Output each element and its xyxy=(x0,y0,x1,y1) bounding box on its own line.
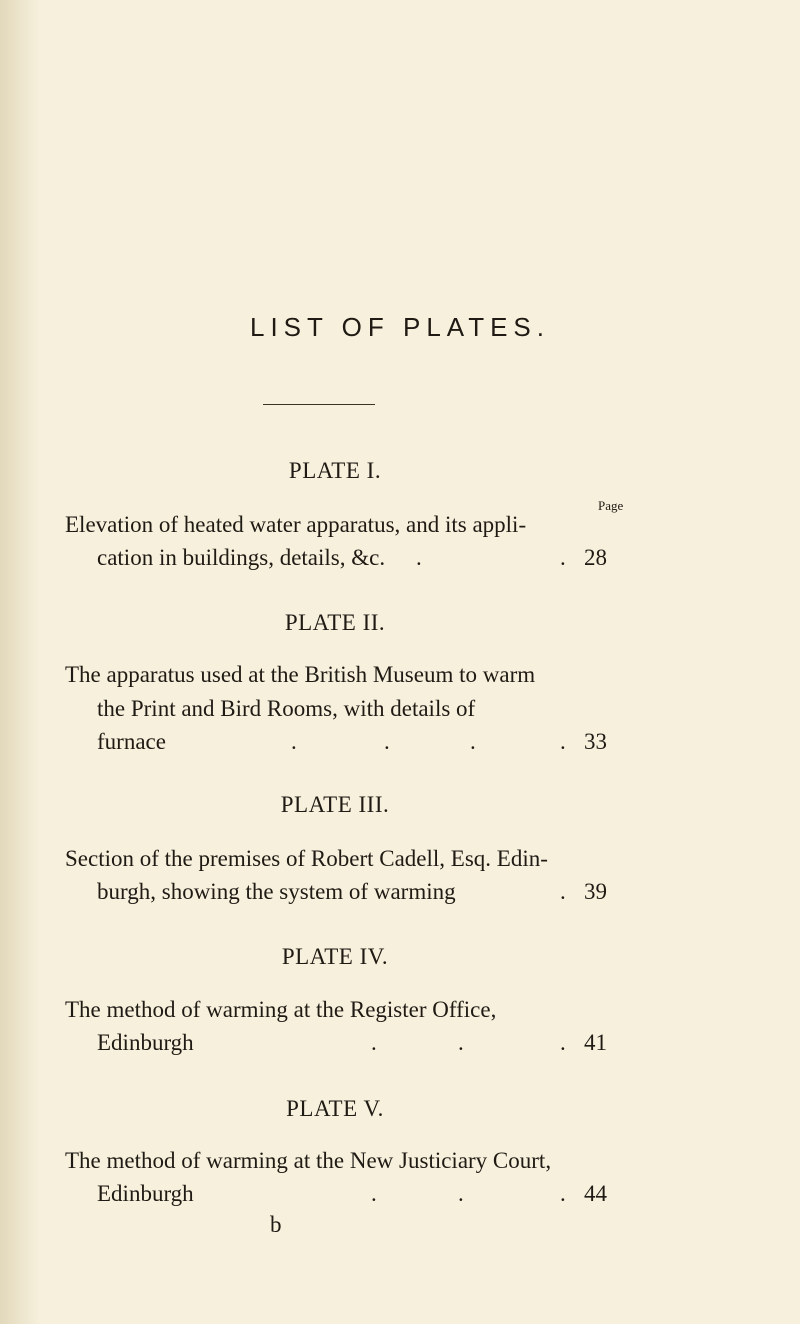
plate-2-leader-4: . xyxy=(560,729,566,754)
plate-5-line-1: The method of warming at the New Justiciary Court, xyxy=(65,1148,552,1173)
plate-2-line-3: furnace xyxy=(97,729,166,754)
page-edge-shadow xyxy=(0,0,40,1324)
page-heading: LIST OF PLATES. xyxy=(250,312,550,342)
plate-4-line-2: Edinburgh xyxy=(97,1030,194,1055)
plate-5-line-2: Edinburgh xyxy=(97,1181,194,1206)
plate-2-leader-3: . xyxy=(470,729,476,754)
page-column-label: Page xyxy=(598,498,624,513)
plate-2-leader-2: . xyxy=(384,729,390,754)
signature-mark: b xyxy=(270,1212,282,1237)
plate-5-leader-1: . xyxy=(371,1181,377,1206)
plate-2-line-2: the Print and Bird Rooms, with details of xyxy=(97,696,476,721)
plate-5-leader-2: . xyxy=(458,1181,464,1206)
plate-3-page-number: 39 xyxy=(584,879,607,904)
plate-5-leader-3: . xyxy=(560,1181,566,1206)
plate-2-line-1: The apparatus used at the British Museum to warm xyxy=(65,662,536,687)
plate-1-leader: . xyxy=(416,545,422,570)
plate-4-title: PLATE IV. xyxy=(281,944,389,969)
heading-rule xyxy=(263,404,375,405)
plate-4-leader-1: . xyxy=(371,1030,377,1055)
plate-4-leader-3: . xyxy=(560,1030,566,1055)
plate-4-page-number: 41 xyxy=(584,1030,607,1055)
plate-1-title: PLATE I. xyxy=(288,458,382,483)
plate-1-line-2: cation in buildings, details, &c. xyxy=(97,545,386,570)
plate-3-line-2: burgh, showing the system of warming xyxy=(97,879,456,904)
plate-2-page-number: 33 xyxy=(584,729,607,754)
plate-2-leader-1: . xyxy=(291,729,297,754)
plate-5-page-number: 44 xyxy=(584,1181,607,1206)
plate-3-title: PLATE III. xyxy=(280,792,390,817)
plate-3-leader: . xyxy=(560,879,566,904)
plate-1-page-number: 28 xyxy=(584,545,607,570)
plate-2-title: PLATE II. xyxy=(284,610,386,635)
plate-3-line-1: Section of the premises of Robert Cadell, Esq. Edin- xyxy=(65,846,548,871)
plate-1-line-1: Elevation of heated water apparatus, and its appli- xyxy=(65,512,527,537)
plate-1-leader-end: . xyxy=(560,545,566,570)
plate-4-leader-2: . xyxy=(458,1030,464,1055)
plate-5-title: PLATE V. xyxy=(286,1096,384,1121)
plate-4-line-1: The method of warming at the Register Office, xyxy=(65,997,497,1022)
